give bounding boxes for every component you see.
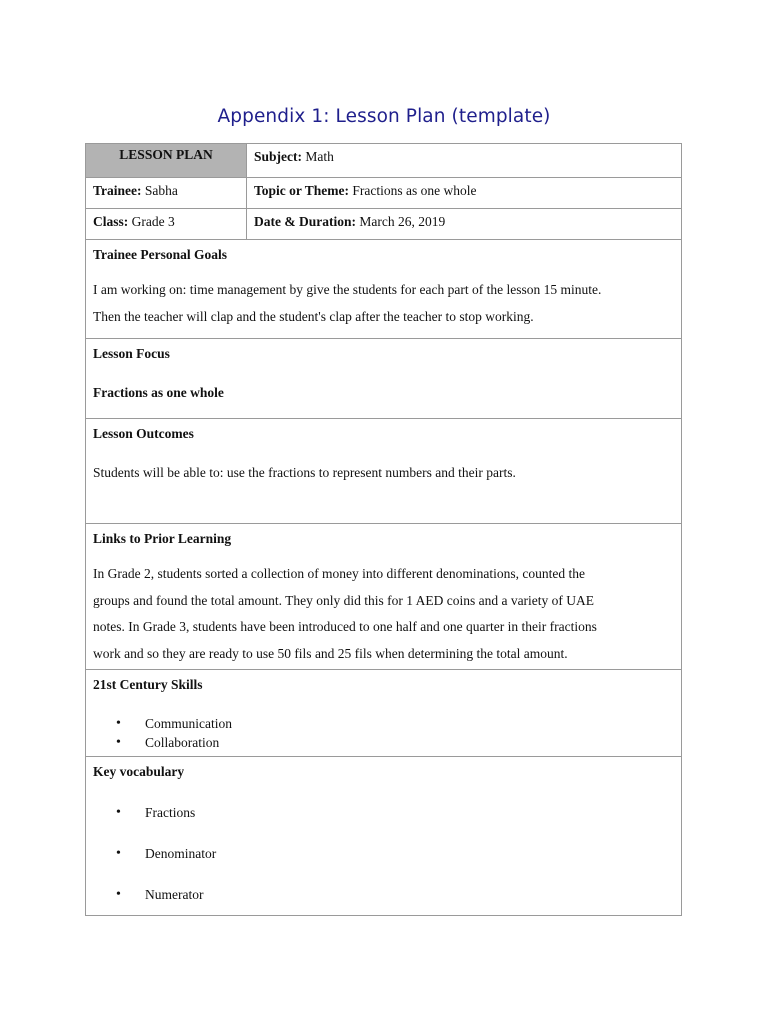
lesson-plan-table xyxy=(85,143,682,916)
focus-cell xyxy=(86,339,682,419)
outcomes-row xyxy=(86,419,682,524)
subject-cell xyxy=(247,144,682,178)
list-item: • Fractions xyxy=(145,792,674,833)
skills-row xyxy=(86,670,682,757)
prior-line-2: groups and found the total amount. They only did this for 1 AED coins and a variety of UAE xyxy=(93,592,595,608)
skills-title: 21st Century Skills xyxy=(93,677,203,692)
goals-title: Trainee Personal Goals xyxy=(93,247,227,262)
goals-line-1: I am working on: time management by give the students for each part of the lesson 15 minute. xyxy=(93,282,602,297)
class-row xyxy=(86,209,682,240)
focus-text: Fractions as one whole xyxy=(93,385,224,400)
prior-row xyxy=(86,524,682,670)
vocab-cell xyxy=(86,757,682,916)
vocab-list xyxy=(93,792,674,915)
topic-label: Topic or Theme: xyxy=(254,183,350,198)
skills-cell xyxy=(86,670,682,757)
vocab-row xyxy=(86,757,682,916)
document-title: Appendix 1: Lesson Plan (template) xyxy=(217,106,551,127)
prior-line-4: work and so they are ready to use 50 fils and 25 fils when determining the total amount. xyxy=(93,645,568,661)
class-label: Class: xyxy=(93,214,129,229)
trainee-value: Sabha xyxy=(144,183,178,198)
class-value: Grade 3 xyxy=(131,214,175,229)
subject-label: Subject: xyxy=(254,149,302,164)
prior-title: Links to Prior Learning xyxy=(93,531,232,546)
list-item: • Collaboration xyxy=(145,733,674,752)
list-item: • Communication xyxy=(145,714,674,733)
goals-row xyxy=(86,240,682,339)
header-row xyxy=(86,144,682,178)
trainee-label: Trainee: xyxy=(93,183,142,198)
focus-row xyxy=(86,339,682,419)
prior-line-3: notes. In Grade 3, students have been introduced to one half and one quarter in their fractions xyxy=(93,619,597,634)
prior-line-1: In Grade 2, students sorted a collection of money into different denominations, counted the xyxy=(93,566,585,581)
outcomes-cell xyxy=(86,419,682,524)
lesson-plan-header: LESSON PLAN xyxy=(86,144,247,178)
date-value: March 26, 2019 xyxy=(359,214,446,229)
outcomes-text: Students will be able to: use the fractions to represent numbers and their parts. xyxy=(93,465,516,480)
focus-title: Lesson Focus xyxy=(93,346,170,361)
trainee-row xyxy=(86,178,682,209)
outcomes-title: Lesson Outcomes xyxy=(93,426,194,441)
goals-line-2: Then the teacher will clap and the student's clap after the teacher to stop working. xyxy=(93,308,534,324)
vocab-title: Key vocabulary xyxy=(93,764,185,779)
trainee-cell xyxy=(86,178,247,209)
skills-list xyxy=(93,714,674,752)
date-label: Date & Duration: xyxy=(254,214,356,229)
goals-cell xyxy=(86,240,682,339)
topic-value: Fractions as one whole xyxy=(352,183,477,198)
topic-cell xyxy=(247,178,682,209)
list-item: • Numerator xyxy=(145,874,674,915)
list-item: • Denominator xyxy=(145,833,674,874)
prior-cell xyxy=(86,524,682,670)
subject-value: Math xyxy=(305,149,334,164)
date-cell xyxy=(247,209,682,240)
class-cell xyxy=(86,209,247,240)
